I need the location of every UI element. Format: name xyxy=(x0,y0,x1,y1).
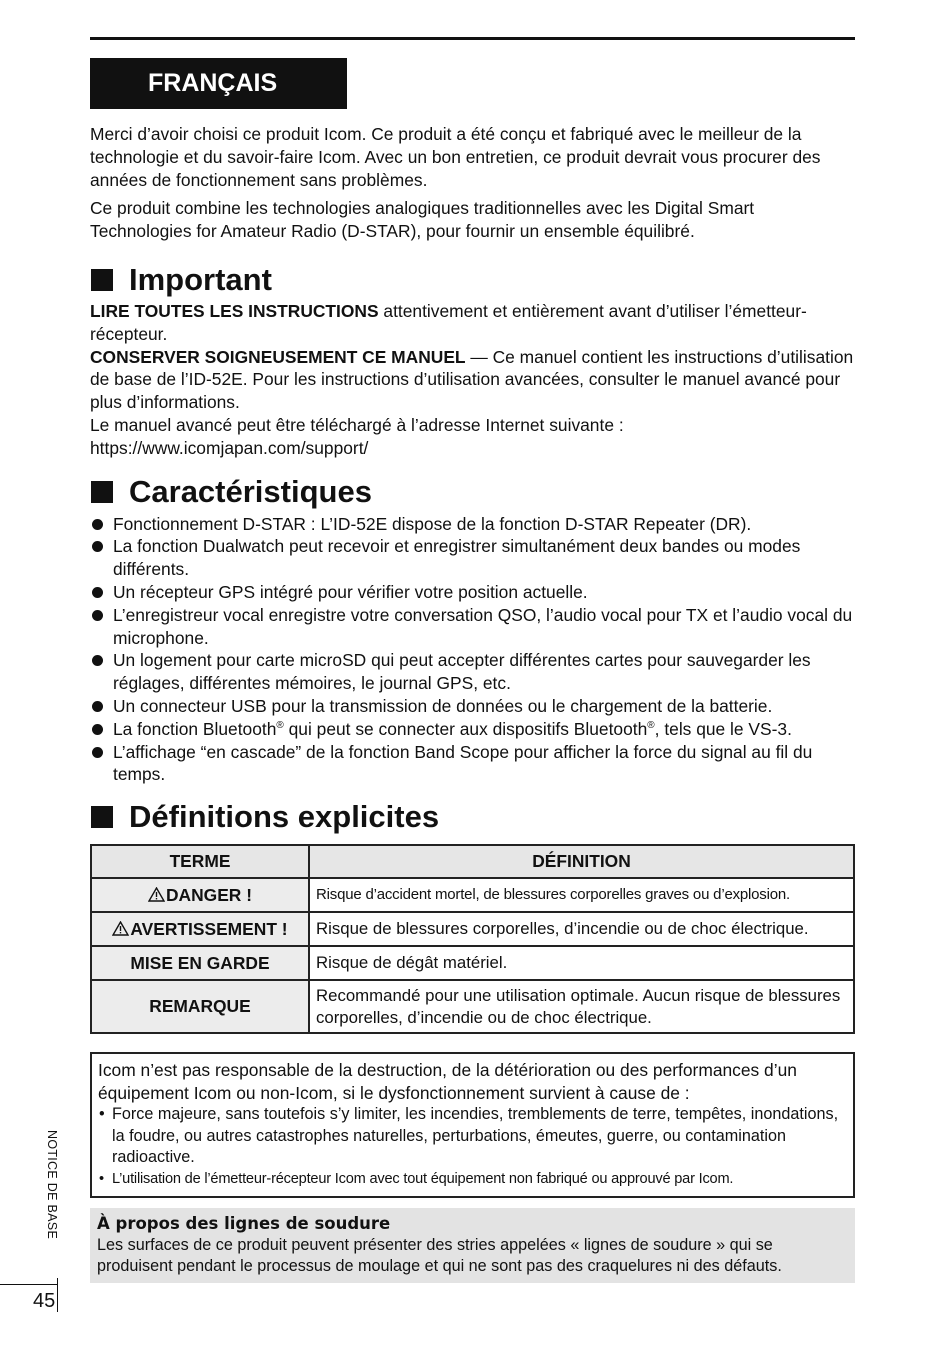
features-list xyxy=(90,513,858,787)
feature-item: L’enregistreur vocal enregistre votre conversation QSO, l’audio vocal pour TX et l’audio vocal du microphone. xyxy=(90,604,858,650)
weld-lines-note xyxy=(90,1208,855,1283)
disclaimer-box xyxy=(90,1052,855,1198)
feature-item: Fonctionnement D-STAR : L’ID-52E dispose de la fonction D-STAR Repeater (DR). xyxy=(90,513,858,536)
definitions-table xyxy=(90,844,855,1034)
definitions-heading xyxy=(90,799,858,835)
registered-mark: ® xyxy=(276,719,284,731)
definition-cell: Risque de blessures corporelles, d’incendie ou de choc électrique. xyxy=(309,912,854,946)
top-rule xyxy=(90,37,855,40)
column-header-definition: DÉFINITION xyxy=(309,845,854,878)
definition-cell: Risque d’accident mortel, de blessures corporelles graves ou d’explosion. xyxy=(309,878,854,912)
support-url: https://www.icomjapan.com/support/ xyxy=(90,437,369,458)
important-heading xyxy=(90,262,858,298)
keep-manual-paragraph xyxy=(90,346,858,414)
column-header-term: TERME xyxy=(91,845,309,878)
weld-lines-text: Les surfaces de ce produit peuvent présenter des stries appelées « lignes de soudure » qui se produisent pendant le processus de moulage et qui ne sont pas des craquelures ni des défauts. xyxy=(97,1236,782,1276)
table-row xyxy=(91,912,854,946)
important-heading-text: Important xyxy=(129,261,272,297)
term-cell: REMARQUE xyxy=(91,980,309,1033)
square-bullet-icon xyxy=(91,806,113,828)
important-body xyxy=(90,300,858,460)
disclaimer-list xyxy=(98,1104,846,1190)
download-text: Le manuel avancé peut être téléchargé à l’adresse Internet suivante : xyxy=(90,414,624,435)
intro-paragraph-2: Ce produit combine les technologies analogiques traditionnelles avec les Digital Smart Technologies for Amateur Radio (D-STAR), pour fournir un ensemble équilibré. xyxy=(90,198,755,242)
features-heading xyxy=(90,474,858,510)
disclaimer-item: • Force majeure, sans toutefois s’y limiter, les incendies, tremblements de terre, tempêtes, inondations, la foudre, ou autres catastrophes naturelles, perturbations, émeutes, guerre, ou contamination radioactive. xyxy=(98,1104,846,1169)
bluetooth-text-c: , tels que le VS-3. xyxy=(654,718,792,739)
term-cell xyxy=(91,878,309,912)
definition-cell: Risque de dégât matériel. xyxy=(309,946,854,980)
features-heading-text: Caractéristiques xyxy=(129,473,372,509)
read-instructions-bold: LIRE TOUTES LES INSTRUCTIONS xyxy=(90,300,379,321)
main-content xyxy=(90,123,858,1034)
keep-manual-text: — Ce manuel contient les instructions d’utilisation de base de l’ID-52E. Pour les instructions d’utilisation avancées, consulter le manuel avancé pour plus d’informations. xyxy=(90,346,854,413)
disclaimer-text: Icom n’est pas responsable de la destruction, de la détérioration ou des performances d’un équipement Icom ou non-Icom, si le dysfonctionnement survient à cause de : xyxy=(98,1060,797,1103)
feature-item: La fonction Dualwatch peut recevoir et enregistrer simultanément deux bandes ou modes différents. xyxy=(90,535,858,581)
language-tab: FRANÇAIS xyxy=(90,58,347,109)
term-text: DANGER ! xyxy=(166,884,252,905)
feature-item: Un récepteur GPS intégré pour vérifier votre position actuelle. xyxy=(90,581,858,604)
warning-triangle-icon xyxy=(112,921,129,936)
disclaimer-item: • L’utilisation de l’émetteur-récepteur Icom avec tout équipement non fabriqué ou approuvé par Icom. xyxy=(98,1169,846,1191)
term-text: AVERTISSEMENT ! xyxy=(130,918,288,939)
square-bullet-icon xyxy=(91,481,113,503)
intro xyxy=(90,123,858,243)
page-number: 45 xyxy=(33,1290,56,1312)
keep-manual-bold: CONSERVER SOIGNEUSEMENT CE MANUEL xyxy=(90,346,466,367)
definitions-heading-text: Définitions explicites xyxy=(129,799,440,835)
feature-item: Un logement pour carte microSD qui peut accepter différentes cartes pour sauvegarder les réglages, différentes mémoires, le journal GPS, etc. xyxy=(90,649,858,695)
read-instructions-text: attentivement et entièrement avant d’utiliser l’émetteur-récepteur. xyxy=(90,300,807,344)
bluetooth-text-a: La fonction Bluetooth xyxy=(113,718,277,739)
side-divider-horizontal xyxy=(0,1284,58,1285)
intro-paragraph-1: Merci d’avoir choisi ce produit Icom. Ce produit a été conçu et fabriqué avec le meilleur de la technologie et du savoir-faire Icom. Avec un bon entretien, ce produit devrait vous procurer des années de fonctionnement sans problèmes. xyxy=(90,124,821,190)
registered-mark: ® xyxy=(647,719,655,731)
warning-triangle-icon xyxy=(148,887,165,902)
weld-lines-title: À propos des lignes de soudure xyxy=(97,1214,391,1233)
term-cell xyxy=(91,912,309,946)
read-instructions-paragraph xyxy=(90,300,858,346)
term-cell: MISE EN GARDE xyxy=(91,946,309,980)
feature-item-bluetooth xyxy=(90,718,858,741)
table-row xyxy=(91,878,854,912)
table-header-row xyxy=(91,845,854,878)
table-row xyxy=(91,980,854,1033)
feature-item: Un connecteur USB pour la transmission de données ou le chargement de la batterie. xyxy=(90,695,858,718)
feature-item: L’affichage “en cascade” de la fonction Band Scope pour afficher la force du signal au fil du temps. xyxy=(90,741,858,787)
bluetooth-text-b: qui peut se connecter aux dispositifs Bluetooth xyxy=(283,718,648,739)
square-bullet-icon xyxy=(91,269,113,291)
table-row xyxy=(91,946,854,980)
side-section-label: NOTICE DE BASE xyxy=(45,1130,59,1240)
definition-cell: Recommandé pour une utilisation optimale. Aucun risque de blessures corporelles, d’incendie ou de choc électrique. xyxy=(309,980,854,1033)
